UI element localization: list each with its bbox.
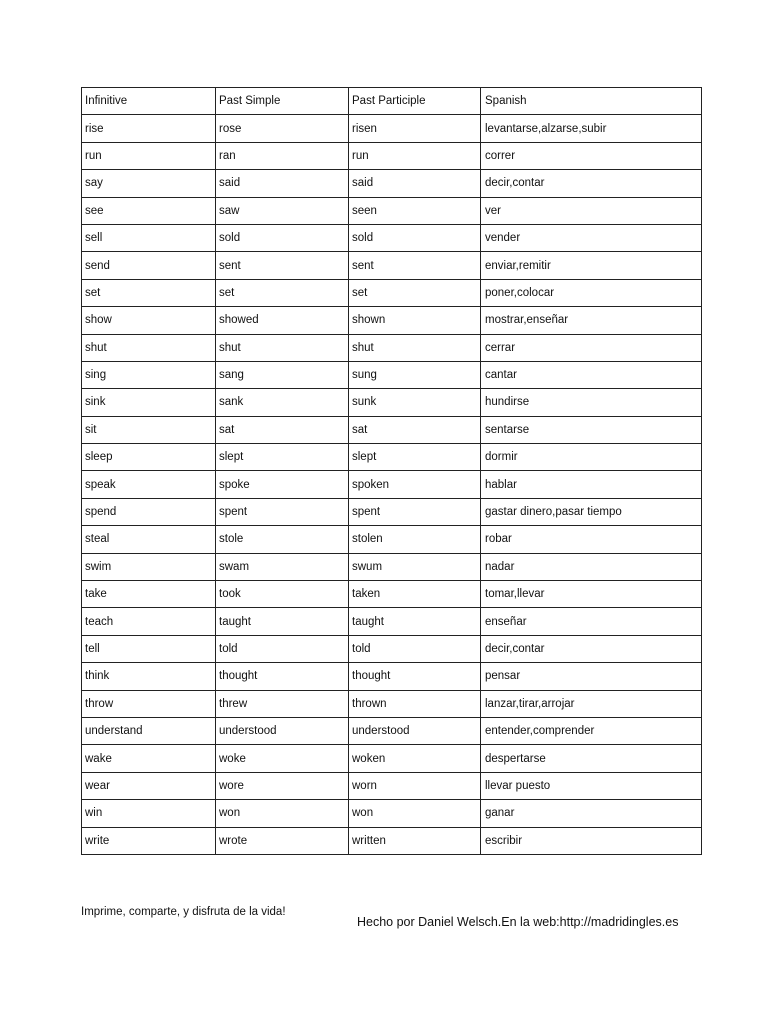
past-simple-cell: sat	[216, 416, 349, 443]
infinitive-cell: spend	[82, 498, 216, 525]
table-row	[82, 526, 702, 553]
infinitive-cell: send	[82, 252, 216, 279]
past-simple-cell: threw	[216, 690, 349, 717]
table-row	[82, 581, 702, 608]
infinitive-cell: steal	[82, 526, 216, 553]
footer-credit: Hecho por Daniel Welsch.En la web:http://madridingles.es	[357, 915, 679, 929]
infinitive-cell: sink	[82, 389, 216, 416]
spanish-cell: enviar,remitir	[481, 252, 702, 279]
table-row	[82, 498, 702, 525]
spanish-cell: lanzar,tirar,arrojar	[481, 690, 702, 717]
past-simple-cell: spent	[216, 498, 349, 525]
infinitive-cell: tell	[82, 635, 216, 662]
past-simple-cell: swam	[216, 553, 349, 580]
spanish-cell: pensar	[481, 663, 702, 690]
table-row	[82, 717, 702, 744]
spanish-cell: dormir	[481, 444, 702, 471]
spanish-cell: decir,contar	[481, 170, 702, 197]
table-row	[82, 279, 702, 306]
spanish-cell: cantar	[481, 361, 702, 388]
spanish-cell: mostrar,enseñar	[481, 307, 702, 334]
header-spanish: Spanish	[481, 88, 702, 115]
table-row	[82, 827, 702, 854]
spanish-cell: despertarse	[481, 745, 702, 772]
past-participle-cell: thought	[349, 663, 481, 690]
table-row	[82, 361, 702, 388]
infinitive-cell: sleep	[82, 444, 216, 471]
table-row	[82, 608, 702, 635]
past-participle-cell: sung	[349, 361, 481, 388]
past-simple-cell: sold	[216, 224, 349, 251]
past-simple-cell: won	[216, 800, 349, 827]
past-participle-cell: won	[349, 800, 481, 827]
past-participle-cell: woken	[349, 745, 481, 772]
infinitive-cell: set	[82, 279, 216, 306]
past-simple-cell: understood	[216, 717, 349, 744]
past-simple-cell: rose	[216, 115, 349, 142]
infinitive-cell: wake	[82, 745, 216, 772]
infinitive-cell: see	[82, 197, 216, 224]
table-row	[82, 800, 702, 827]
infinitive-cell: say	[82, 170, 216, 197]
spanish-cell: poner,colocar	[481, 279, 702, 306]
past-simple-cell: saw	[216, 197, 349, 224]
spanish-cell: gastar dinero,pasar tiempo	[481, 498, 702, 525]
infinitive-cell: think	[82, 663, 216, 690]
infinitive-cell: wear	[82, 772, 216, 799]
infinitive-cell: run	[82, 142, 216, 169]
infinitive-cell: throw	[82, 690, 216, 717]
past-participle-cell: worn	[349, 772, 481, 799]
infinitive-cell: take	[82, 581, 216, 608]
spanish-cell: decir,contar	[481, 635, 702, 662]
past-simple-cell: spoke	[216, 471, 349, 498]
irregular-verbs-table	[81, 87, 702, 855]
infinitive-cell: sell	[82, 224, 216, 251]
table-row	[82, 197, 702, 224]
table-row	[82, 170, 702, 197]
past-simple-cell: stole	[216, 526, 349, 553]
infinitive-cell: sit	[82, 416, 216, 443]
past-simple-cell: took	[216, 581, 349, 608]
infinitive-cell: sing	[82, 361, 216, 388]
past-participle-cell: swum	[349, 553, 481, 580]
past-simple-cell: taught	[216, 608, 349, 635]
table-row	[82, 553, 702, 580]
table-row	[82, 745, 702, 772]
past-participle-cell: thrown	[349, 690, 481, 717]
header-infinitive: Infinitive	[82, 88, 216, 115]
table-row	[82, 471, 702, 498]
past-simple-cell: told	[216, 635, 349, 662]
table-row	[82, 416, 702, 443]
spanish-cell: escribir	[481, 827, 702, 854]
spanish-cell: correr	[481, 142, 702, 169]
spanish-cell: hundirse	[481, 389, 702, 416]
spanish-cell: vender	[481, 224, 702, 251]
table-row	[82, 772, 702, 799]
spanish-cell: ver	[481, 197, 702, 224]
infinitive-cell: understand	[82, 717, 216, 744]
past-participle-cell: risen	[349, 115, 481, 142]
spanish-cell: ganar	[481, 800, 702, 827]
past-simple-cell: set	[216, 279, 349, 306]
footer-slogan: Imprime, comparte, y disfruta de la vida!	[81, 906, 286, 918]
past-participle-cell: shown	[349, 307, 481, 334]
past-participle-cell: taken	[349, 581, 481, 608]
past-participle-cell: set	[349, 279, 481, 306]
past-participle-cell: told	[349, 635, 481, 662]
past-participle-cell: stolen	[349, 526, 481, 553]
table-row	[82, 142, 702, 169]
past-simple-cell: wore	[216, 772, 349, 799]
spanish-cell: levantarse,alzarse,subir	[481, 115, 702, 142]
past-participle-cell: spent	[349, 498, 481, 525]
infinitive-cell: write	[82, 827, 216, 854]
spanish-cell: enseñar	[481, 608, 702, 635]
spanish-cell: llevar puesto	[481, 772, 702, 799]
past-participle-cell: slept	[349, 444, 481, 471]
past-participle-cell: taught	[349, 608, 481, 635]
past-participle-cell: run	[349, 142, 481, 169]
table-row	[82, 307, 702, 334]
infinitive-cell: rise	[82, 115, 216, 142]
past-participle-cell: shut	[349, 334, 481, 361]
past-simple-cell: woke	[216, 745, 349, 772]
past-simple-cell: sang	[216, 361, 349, 388]
past-simple-cell: sent	[216, 252, 349, 279]
table-row	[82, 690, 702, 717]
past-simple-cell: slept	[216, 444, 349, 471]
past-participle-cell: sent	[349, 252, 481, 279]
spanish-cell: robar	[481, 526, 702, 553]
past-participle-cell: understood	[349, 717, 481, 744]
spanish-cell: entender,comprender	[481, 717, 702, 744]
infinitive-cell: win	[82, 800, 216, 827]
infinitive-cell: show	[82, 307, 216, 334]
past-participle-cell: sat	[349, 416, 481, 443]
past-participle-cell: written	[349, 827, 481, 854]
table-row	[82, 224, 702, 251]
table-row	[82, 252, 702, 279]
spanish-cell: sentarse	[481, 416, 702, 443]
spanish-cell: cerrar	[481, 334, 702, 361]
past-simple-cell: said	[216, 170, 349, 197]
past-simple-cell: thought	[216, 663, 349, 690]
table-row	[82, 334, 702, 361]
past-participle-cell: seen	[349, 197, 481, 224]
spanish-cell: tomar,llevar	[481, 581, 702, 608]
past-simple-cell: sank	[216, 389, 349, 416]
spanish-cell: hablar	[481, 471, 702, 498]
table-row	[82, 663, 702, 690]
infinitive-cell: teach	[82, 608, 216, 635]
past-simple-cell: ran	[216, 142, 349, 169]
header-past-participle: Past Participle	[349, 88, 481, 115]
infinitive-cell: shut	[82, 334, 216, 361]
header-past-simple: Past Simple	[216, 88, 349, 115]
past-participle-cell: spoken	[349, 471, 481, 498]
past-simple-cell: showed	[216, 307, 349, 334]
past-participle-cell: sold	[349, 224, 481, 251]
table-header-row	[82, 88, 702, 115]
past-simple-cell: shut	[216, 334, 349, 361]
past-simple-cell: wrote	[216, 827, 349, 854]
table-row	[82, 444, 702, 471]
infinitive-cell: swim	[82, 553, 216, 580]
table-row	[82, 635, 702, 662]
past-participle-cell: said	[349, 170, 481, 197]
table-row	[82, 389, 702, 416]
spanish-cell: nadar	[481, 553, 702, 580]
table-body	[82, 115, 702, 855]
past-participle-cell: sunk	[349, 389, 481, 416]
infinitive-cell: speak	[82, 471, 216, 498]
table-row	[82, 115, 702, 142]
